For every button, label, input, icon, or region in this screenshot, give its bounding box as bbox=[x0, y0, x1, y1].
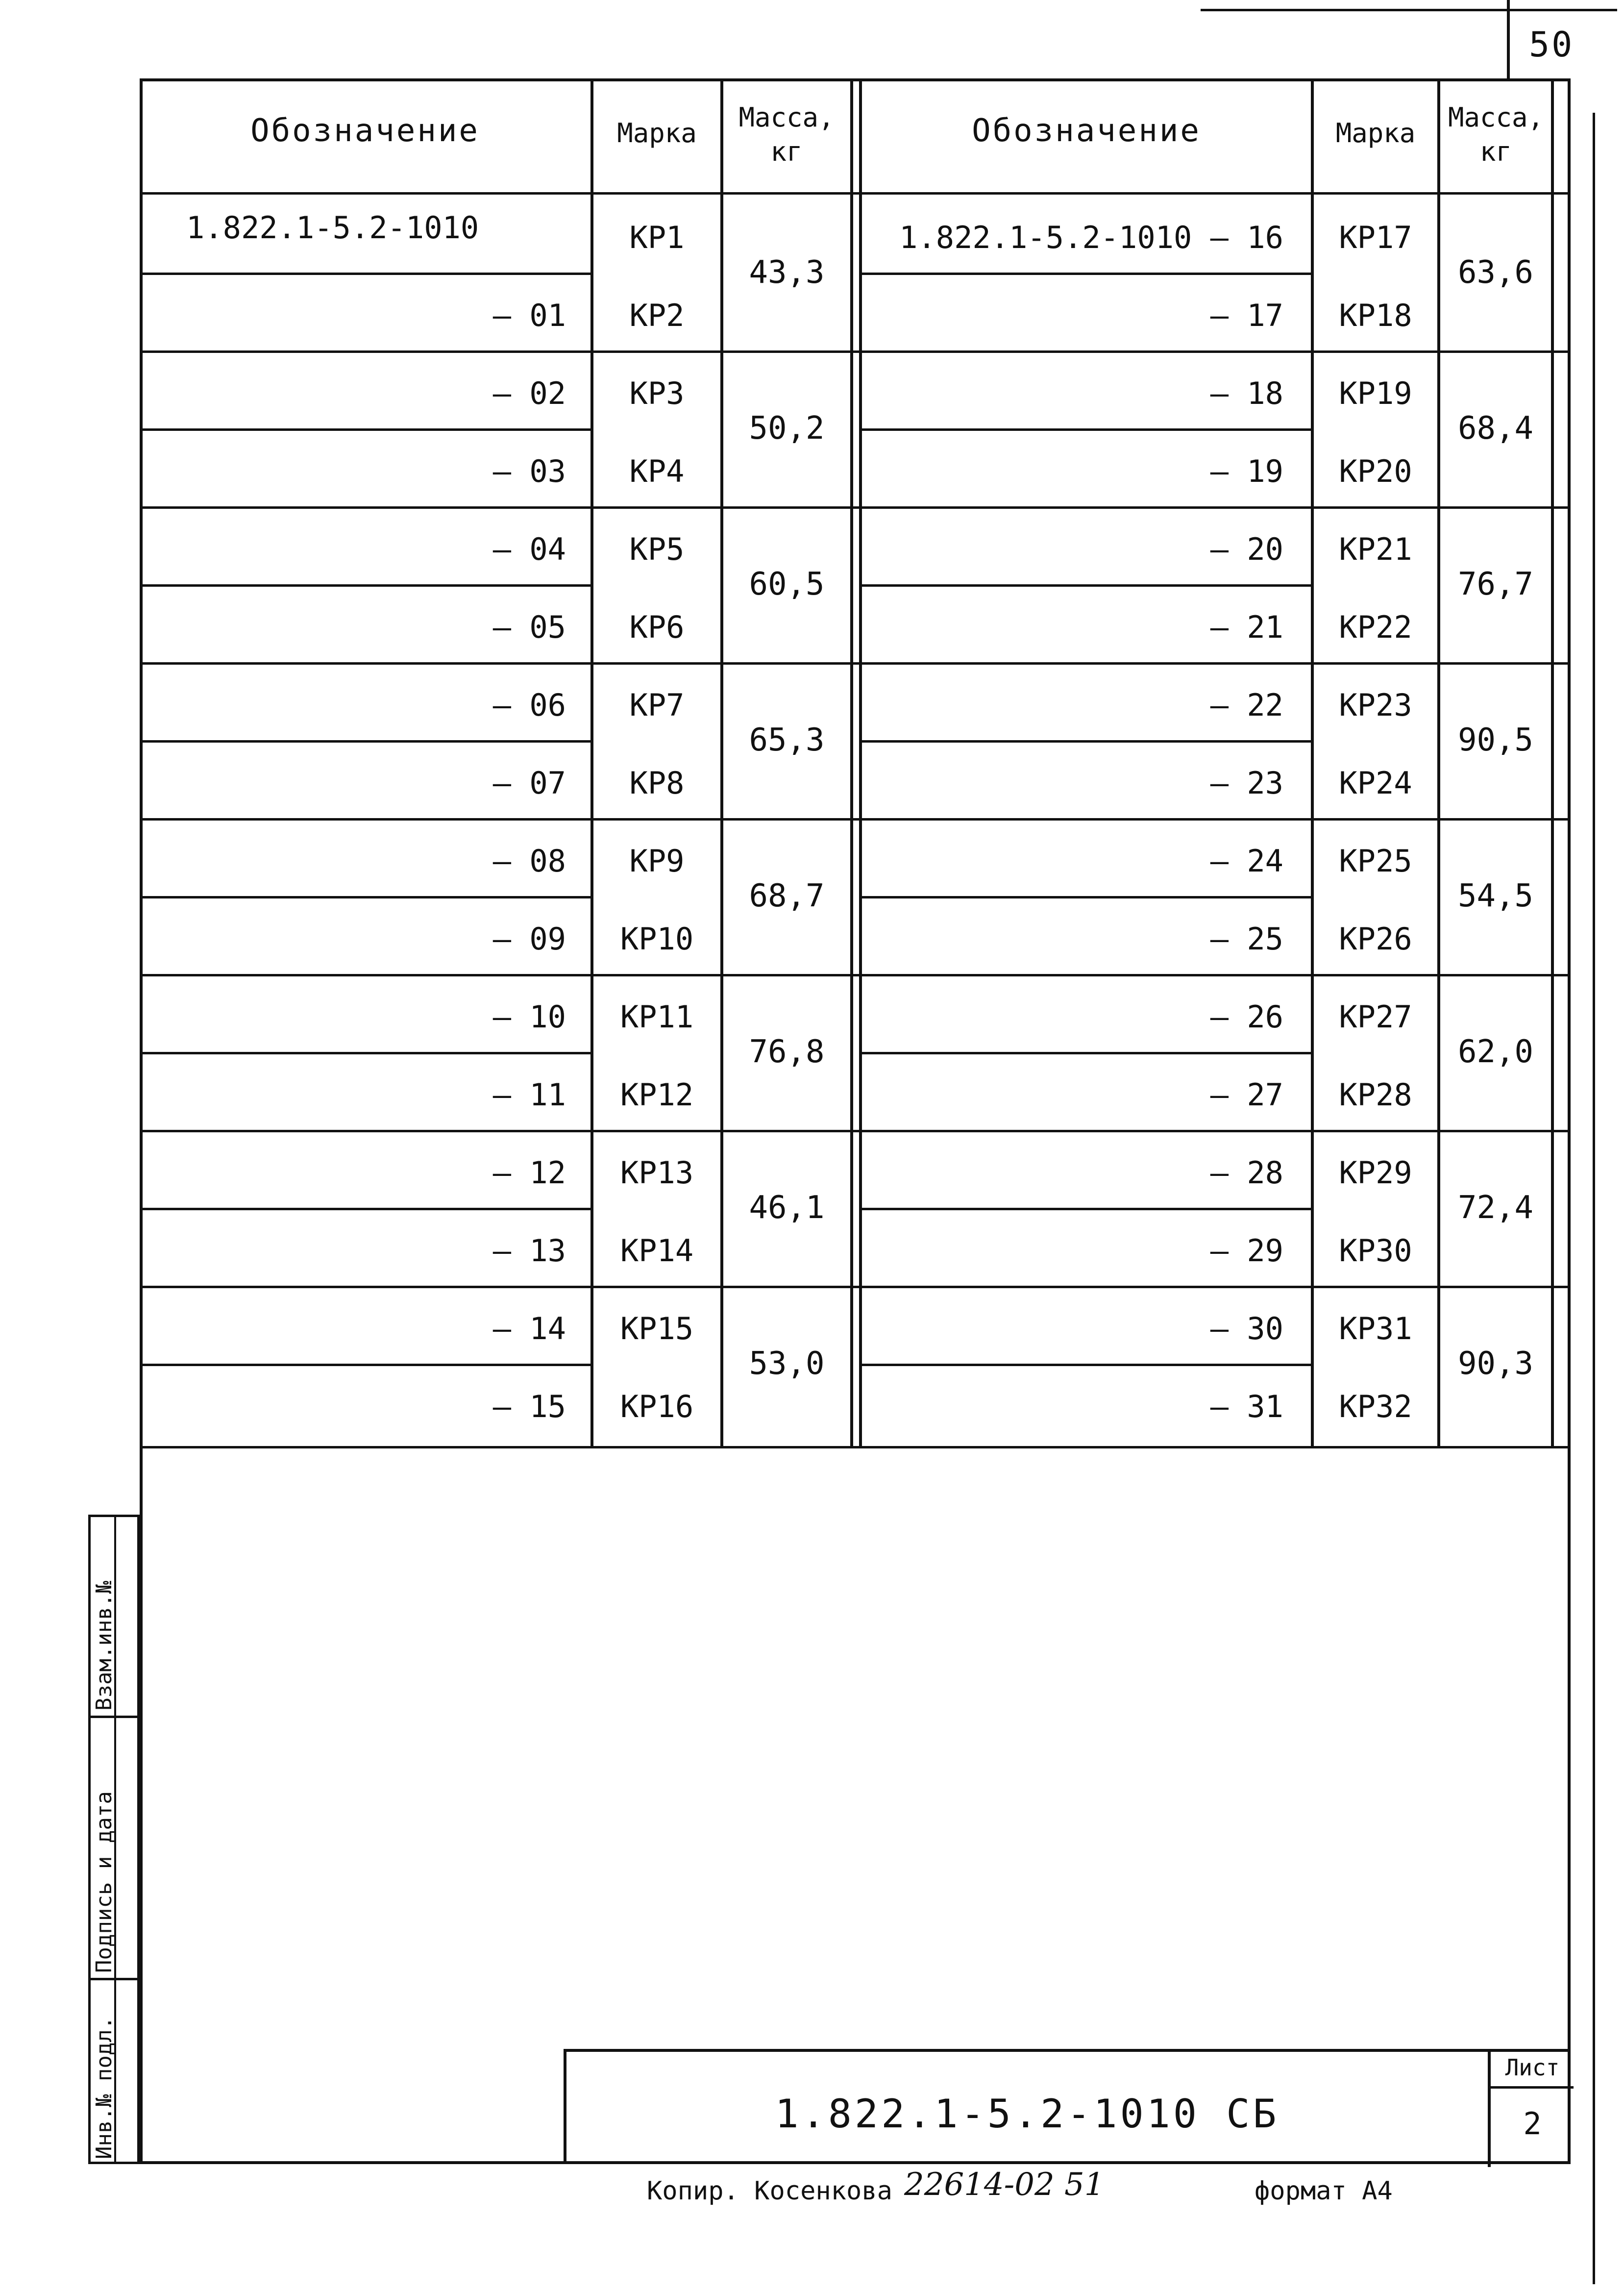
right-pair-mass: 62,0 bbox=[1457, 1034, 1534, 1070]
header-mark-left: Марка bbox=[617, 118, 697, 149]
footer-copied: Копир. Косенкова bbox=[647, 2176, 892, 2206]
left-row-designation: – 13 bbox=[492, 1233, 566, 1269]
left-row-mark: КР13 bbox=[620, 1155, 694, 1191]
left-row-designation: – 06 bbox=[492, 687, 566, 723]
right-row-mark: КР30 bbox=[1339, 1233, 1412, 1269]
side-stamp-inv-orig: Инв.№ подл. bbox=[92, 2016, 117, 2159]
row-separator-right bbox=[862, 273, 1314, 275]
left-pair-mass: 53,0 bbox=[749, 1346, 825, 1382]
pair-separator bbox=[140, 1286, 1571, 1288]
footer-format: формат А4 bbox=[1255, 2176, 1393, 2206]
left-row-designation: – 07 bbox=[492, 765, 566, 801]
right-row-designation: – 25 bbox=[1210, 921, 1283, 957]
pair-separator bbox=[140, 350, 1571, 353]
row-separator-left bbox=[140, 584, 593, 587]
right-pair-mass: 54,5 bbox=[1457, 878, 1534, 914]
left-row-designation: – 02 bbox=[492, 375, 566, 411]
right-pair-mass: 90,3 bbox=[1457, 1346, 1534, 1382]
right-row-designation: – 21 bbox=[1210, 609, 1283, 645]
right-row-designation: – 23 bbox=[1210, 765, 1283, 801]
right-row-mark: КР24 bbox=[1339, 765, 1412, 801]
title-block bbox=[564, 2049, 1571, 2164]
sheet-label: Лист bbox=[1505, 2054, 1560, 2081]
right-pair-mass: 63,6 bbox=[1457, 254, 1534, 291]
left-pair-mass: 65,3 bbox=[749, 722, 825, 758]
left-row-mark: КР9 bbox=[629, 843, 685, 879]
right-row-designation: – 24 bbox=[1210, 843, 1283, 879]
left-row-mark: КР1 bbox=[629, 220, 685, 255]
right-row-designation: – 27 bbox=[1210, 1077, 1283, 1113]
right-row-designation: – 26 bbox=[1210, 999, 1283, 1035]
right-row-mark: КР21 bbox=[1339, 531, 1412, 567]
left-row-designation: – 09 bbox=[492, 921, 566, 957]
right-row-mark: КР29 bbox=[1339, 1155, 1412, 1191]
row-separator-right bbox=[862, 428, 1314, 431]
right-row-mark: КР25 bbox=[1339, 843, 1412, 879]
right-row-designation: 1.822.1-5.2-1010 – 16 bbox=[899, 220, 1283, 255]
header-mass-left: Масса, кг bbox=[738, 102, 835, 167]
row-separator-right bbox=[862, 1052, 1314, 1054]
left-row-mark: КР15 bbox=[620, 1311, 694, 1346]
left-pair-mass: 68,7 bbox=[749, 878, 825, 914]
right-pair-mass: 72,4 bbox=[1457, 1190, 1534, 1226]
right-row-mark: КР26 bbox=[1339, 921, 1412, 957]
outer-right-line bbox=[1593, 113, 1595, 2284]
row-separator-left bbox=[140, 896, 593, 898]
pair-separator bbox=[140, 818, 1571, 821]
row-separator-left bbox=[140, 273, 593, 275]
left-pair-mass: 76,8 bbox=[749, 1034, 825, 1070]
right-row-designation: – 17 bbox=[1210, 298, 1283, 333]
right-row-designation: – 31 bbox=[1210, 1389, 1283, 1424]
side-stamp-signature-date: Подпись и дата bbox=[92, 1791, 117, 1973]
right-row-mark: КР19 bbox=[1339, 375, 1412, 411]
right-row-mark: КР17 bbox=[1339, 220, 1412, 255]
pair-separator bbox=[140, 974, 1571, 976]
row-separator-right bbox=[862, 1364, 1314, 1366]
row-separator-right bbox=[862, 1208, 1314, 1210]
left-pair-mass: 46,1 bbox=[749, 1190, 825, 1226]
right-pair-mass: 68,4 bbox=[1457, 410, 1534, 447]
right-row-mark: КР28 bbox=[1339, 1077, 1412, 1113]
right-row-mark: КР20 bbox=[1339, 453, 1412, 489]
side-stamp bbox=[88, 1515, 140, 2164]
sheet-number: 50 bbox=[1529, 25, 1575, 65]
right-row-mark: КР23 bbox=[1339, 687, 1412, 723]
sheet-number-box bbox=[1507, 0, 1510, 78]
left-row-mark: КР8 bbox=[629, 765, 685, 801]
side-stamp-inv-replace: Взам.инв.№ bbox=[92, 1581, 117, 1711]
left-pair-mass: 50,2 bbox=[749, 410, 825, 447]
right-row-designation: – 20 bbox=[1210, 531, 1283, 567]
pair-separator bbox=[140, 662, 1571, 665]
pair-separator bbox=[140, 506, 1571, 509]
left-row-mark: КР5 bbox=[629, 531, 685, 567]
pair-separator bbox=[140, 1130, 1571, 1132]
row-separator-right bbox=[862, 584, 1314, 587]
left-row-designation: 1.822.1-5.2-1010 bbox=[186, 210, 479, 246]
row-separator-left bbox=[140, 428, 593, 431]
right-pair-mass: 90,5 bbox=[1457, 722, 1534, 758]
header-designation-right: Обозначение bbox=[972, 113, 1201, 149]
sheet-value: 2 bbox=[1523, 2106, 1542, 2142]
row-separator-left bbox=[140, 1208, 593, 1210]
right-row-designation: – 18 bbox=[1210, 375, 1283, 411]
header-designation-left: Обозначение bbox=[250, 113, 480, 149]
left-row-mark: КР10 bbox=[620, 921, 694, 957]
left-pair-mass: 60,5 bbox=[749, 566, 825, 602]
left-row-designation: – 01 bbox=[492, 298, 566, 333]
table-bottom-line bbox=[140, 1446, 1571, 1448]
right-row-designation: – 19 bbox=[1210, 453, 1283, 489]
left-row-designation: – 11 bbox=[492, 1077, 566, 1113]
left-row-mark: КР12 bbox=[620, 1077, 694, 1113]
left-row-mark: КР11 bbox=[620, 999, 694, 1035]
title-block-sheet-hline bbox=[1488, 2086, 1574, 2089]
specification-table bbox=[140, 78, 1571, 1451]
right-row-mark: КР27 bbox=[1339, 999, 1412, 1035]
col-divider-right-edge bbox=[1551, 78, 1554, 1448]
right-pair-mass: 76,7 bbox=[1457, 566, 1534, 602]
left-row-designation: – 15 bbox=[492, 1389, 566, 1424]
col-divider-center-a bbox=[850, 78, 853, 1448]
left-pair-mass: 43,3 bbox=[749, 254, 825, 291]
left-row-designation: – 04 bbox=[492, 531, 566, 567]
left-row-mark: КР16 bbox=[620, 1389, 694, 1424]
right-row-designation: – 29 bbox=[1210, 1233, 1283, 1269]
left-row-mark: КР4 bbox=[629, 453, 685, 489]
row-separator-left bbox=[140, 1052, 593, 1054]
left-row-mark: КР14 bbox=[620, 1233, 694, 1269]
left-row-designation: – 14 bbox=[492, 1311, 566, 1346]
right-row-mark: КР18 bbox=[1339, 298, 1412, 333]
left-row-mark: КР6 bbox=[629, 609, 685, 645]
header-mark-right: Марка bbox=[1335, 118, 1416, 149]
left-row-designation: – 03 bbox=[492, 453, 566, 489]
left-row-mark: КР2 bbox=[629, 298, 685, 333]
left-row-mark: КР3 bbox=[629, 375, 685, 411]
left-row-designation: – 08 bbox=[492, 843, 566, 879]
header-divider bbox=[140, 192, 1571, 195]
right-row-designation: – 22 bbox=[1210, 687, 1283, 723]
right-row-designation: – 28 bbox=[1210, 1155, 1283, 1191]
row-separator-left bbox=[140, 1364, 593, 1366]
document-code: 1.822.1-5.2-1010 СБ bbox=[775, 2091, 1280, 2137]
header-mass-right: Масса, кг bbox=[1448, 102, 1544, 167]
right-row-mark: КР32 bbox=[1339, 1389, 1412, 1424]
right-row-mark: КР31 bbox=[1339, 1311, 1412, 1346]
left-row-designation: – 05 bbox=[492, 609, 566, 645]
right-row-designation: – 30 bbox=[1210, 1311, 1283, 1346]
left-row-designation: – 10 bbox=[492, 999, 566, 1035]
row-separator-right bbox=[862, 896, 1314, 898]
sheet-number-top-line bbox=[1201, 9, 1617, 11]
row-separator-right bbox=[862, 740, 1314, 743]
row-separator-left bbox=[140, 740, 593, 743]
left-row-mark: КР7 bbox=[629, 687, 685, 723]
right-row-mark: КР22 bbox=[1339, 609, 1412, 645]
footer-handwritten: 22614-02 51 bbox=[904, 2167, 1105, 2203]
left-row-designation: – 12 bbox=[492, 1155, 566, 1191]
